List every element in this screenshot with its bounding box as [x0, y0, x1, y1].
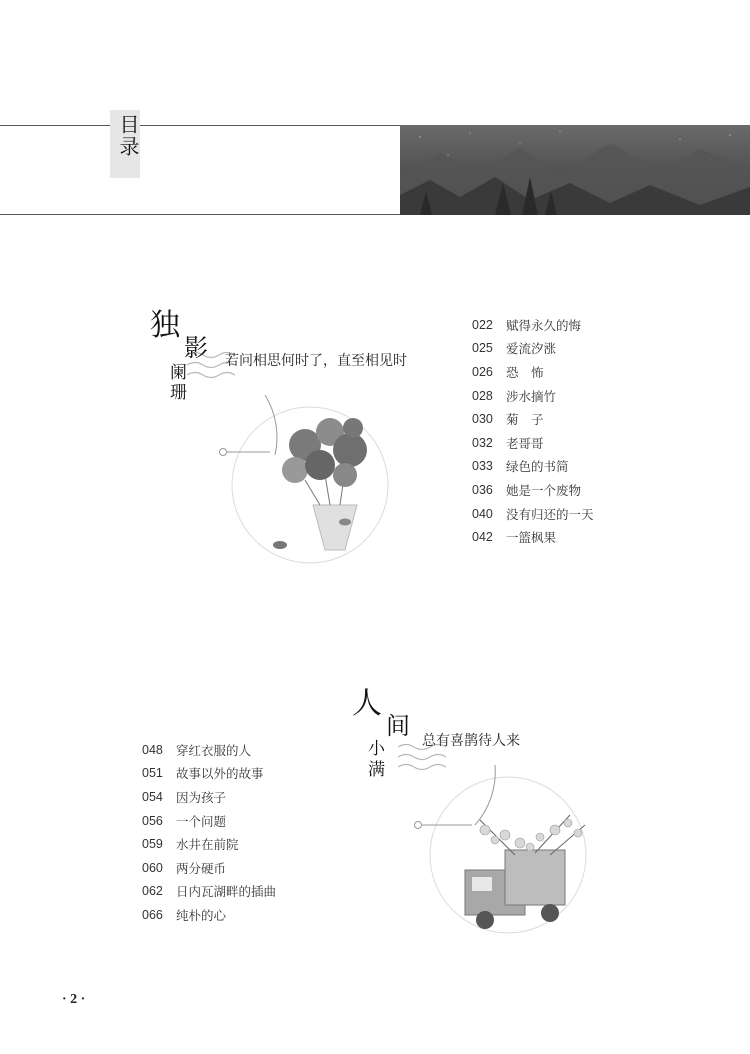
toc-item[interactable] — [472, 384, 594, 408]
toc-title: 恐 怖 — [506, 364, 544, 380]
toc-page-number: 054 — [142, 789, 163, 804]
toc-item[interactable] — [142, 809, 276, 833]
toc-page-number: 059 — [142, 837, 163, 852]
toc-title: 没有归还的一天 — [506, 506, 594, 522]
section1-toc-list — [472, 313, 594, 549]
toc-title: 纯朴的心 — [176, 907, 227, 923]
page-title — [116, 114, 140, 158]
toc-item[interactable] — [142, 785, 276, 809]
toc-title: 一篮枫果 — [506, 530, 557, 546]
toc-item[interactable] — [142, 856, 276, 880]
toc-page-number: 042 — [472, 530, 493, 545]
page-number: · 2 · — [62, 992, 86, 1007]
section1-heading-char-4: 珊 — [170, 383, 187, 403]
toc-title: 日内瓦湖畔的插曲 — [176, 884, 277, 900]
toc-page-number: 033 — [472, 459, 493, 474]
section2-heading-char-3: 小 — [368, 739, 385, 759]
night-mountain-moon-image — [400, 125, 750, 215]
toc-title: 因为孩子 — [176, 789, 227, 805]
section2-heading-char-1: 人 — [352, 686, 382, 721]
toc-page-number: 036 — [472, 482, 493, 497]
toc-page-number: 062 — [142, 884, 163, 899]
toc-item[interactable] — [472, 337, 594, 361]
toc-title: 水井在前院 — [176, 837, 239, 853]
toc-page-number: 032 — [472, 435, 493, 450]
toc-title: 爱流汐涨 — [506, 341, 557, 357]
toc-page-number: 060 — [142, 860, 163, 875]
toc-item[interactable] — [472, 525, 594, 549]
toc-page-number: 022 — [472, 317, 493, 332]
toc-title: 一个问题 — [176, 813, 227, 829]
toc-title: 故事以外的故事 — [176, 766, 264, 782]
toc-item[interactable] — [472, 478, 594, 502]
toc-page-number: 051 — [142, 766, 163, 781]
toc-title: 涉水摘竹 — [506, 388, 557, 404]
toc-item[interactable] — [472, 360, 594, 384]
toc-item[interactable] — [142, 903, 276, 927]
toc-page-number: 066 — [142, 907, 163, 922]
toc-item[interactable] — [472, 502, 594, 526]
section1-heading-char-3: 阑 — [170, 363, 187, 383]
toc-page-number: 030 — [472, 412, 493, 427]
toc-title: 两分硬币 — [176, 860, 227, 876]
toc-title: 菊 子 — [506, 412, 544, 428]
section1-tagline: 若问相思何时了，直至相见时 — [225, 353, 407, 369]
toc-item[interactable] — [142, 738, 276, 762]
section2-heading-char-4: 满 — [368, 760, 385, 780]
section2-tagline: 总有喜鹊待人来 — [422, 733, 520, 749]
section2-heading-char-2: 间 — [386, 712, 410, 740]
toc-title: 老哥哥 — [506, 435, 544, 451]
toc-title: 赋得永久的悔 — [506, 317, 582, 333]
section1-heading-char-1: 独 — [150, 308, 180, 343]
toc-title: 绿色的书简 — [506, 459, 569, 475]
section2-toc-list — [142, 738, 276, 927]
toc-item[interactable] — [472, 455, 594, 479]
toc-item[interactable] — [142, 880, 276, 904]
toc-item[interactable] — [472, 407, 594, 431]
toc-title: 她是一个废物 — [506, 482, 582, 498]
toc-item[interactable] — [472, 313, 594, 337]
toc-page-number: 025 — [472, 341, 493, 356]
section1-heading-char-2: 影 — [184, 334, 208, 362]
toc-page-number: 026 — [472, 364, 493, 379]
toc-page-number: 040 — [472, 506, 493, 521]
toc-item[interactable] — [142, 832, 276, 856]
toc-item[interactable] — [472, 431, 594, 455]
toc-page-number: 056 — [142, 813, 163, 828]
toc-page-number: 028 — [472, 388, 493, 403]
page-title-text: 目录 — [116, 114, 140, 158]
toc-page-number: 048 — [142, 742, 163, 757]
toc-title: 穿红衣服的人 — [176, 742, 252, 758]
toc-item[interactable] — [142, 762, 276, 786]
